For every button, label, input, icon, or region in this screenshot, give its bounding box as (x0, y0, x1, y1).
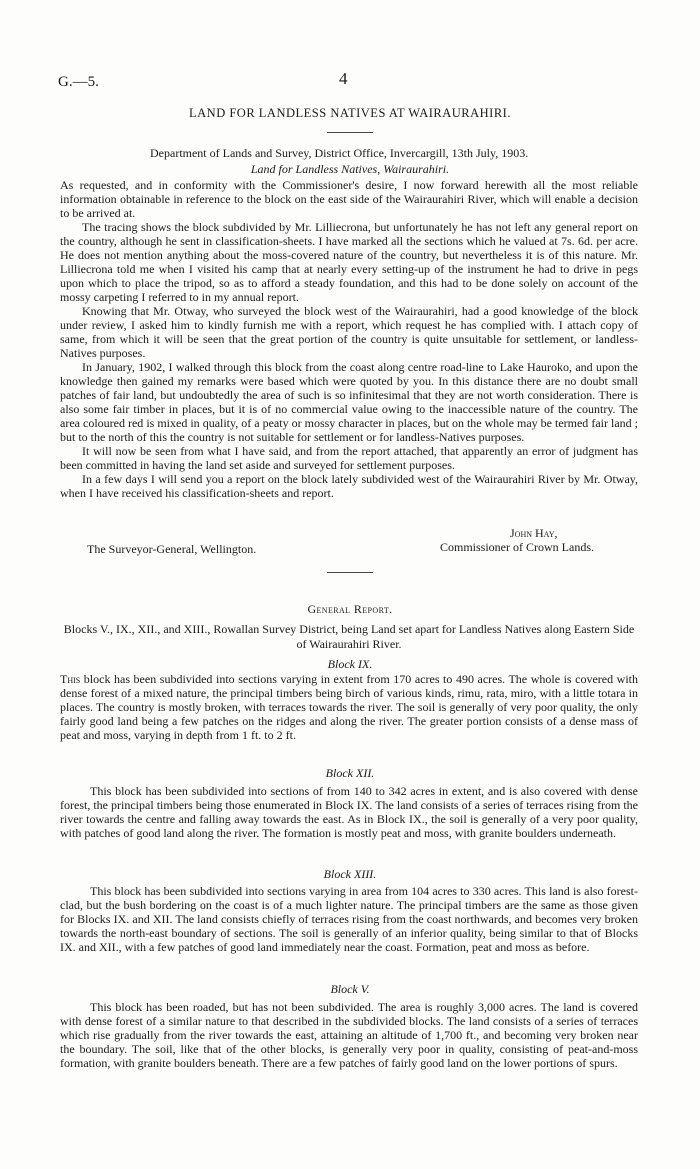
block-heading: Block XIII. (323, 867, 377, 881)
block-heading: Block XII. (325, 766, 375, 780)
letter-paragraph: In a few days I will send you a report on the block lately subdivided west of the Wairaurahiri River by Mr. Otway, when I have received his classification-sheets and report. (60, 472, 638, 500)
lead-word: This (60, 672, 81, 686)
section-divider (327, 572, 373, 573)
block-heading: Block IX. (327, 657, 373, 671)
page-title: LAND FOR LANDLESS NATIVES AT WAIRAURAHIRI. (189, 106, 511, 120)
letter-paragraph: It will now be seen from what I have said, and from the report attached, that apparently an error of judgment has been committed in having the land set aside and surveyed for settlement purposes. (60, 444, 638, 472)
block-text: This block has been subdivided into sections of from 140 to 342 acres in extent, and is also covered with dense forest, the principal timbers being those enumerated in Block IX. The land consists of a series of terraces rising from the river towards the centre and falling away towards the east. As in Block IX., the soil is generally of a very poor quality, with patches of good land along the river. The formation is mostly peat and moss, with granite boulders underneath. (60, 784, 638, 840)
block-text: block has been subdivided into sections varying in extent from 170 acres to 490 acres. The whole is covered with dense forest of a mixed nature, the principal timbers being birch of various kinds, rimu, rata, miro, with a little totara in places. The country is mostly broken, with terraces towards the river. The soil is generally of very poor quality, the only fairly good land being a few patches on the ridges and along the river. The greater portion consists of a dense mass of peat and moss, varying in depth from 1 ft. to 2 ft. (60, 672, 638, 742)
block-text: This block has been subdivided into sections varying in area from 104 acres to 330 acres. This land is also forest-clad, but the bush bordering on the coast is of a much lighter nature. The principal timbers are the same as those given for Blocks IX. and XII. The land consists chiefly of terraces rising from the coast northwards, and becomes very broken towards the north-east boundary of sections. The soil is generally of an inferior quality, being similar to that of Blocks IX. and XII., with a few patches of good land immediately near the coast. Formation, peat and moss as before. (60, 884, 638, 954)
letter-paragraph: As requested, and in conformity with the Commissioner's desire, I now forward herewith all the most reliable information obtainable in reference to the block on the east side of the Wairaurahiri River, which will enable a decision to be arrived at. (60, 178, 638, 220)
letter-subject: Land for Landless Natives, Wairaurahiri. (250, 162, 450, 176)
block-paragraph (60, 672, 638, 742)
letter-paragraph: Knowing that Mr. Otway, who surveyed the block west of the Wairaurahiri, had a good knowledge of the block under review, I asked him to kindly furnish me with a report, which request he has complied with. I attach copy of same, from which it will be seen that the great portion of the country is quite unsuitable for settlement, or landless-Natives purposes. (60, 304, 638, 360)
document-reference: G.—5. (58, 74, 99, 90)
block-paragraph (60, 884, 638, 954)
letter-body (60, 178, 638, 500)
page-number: 4 (339, 69, 348, 88)
letter-paragraph: In January, 1902, I walked through this block from the coast along centre road-line to Lake Hauroko, and upon the knowledge then gained my remarks were based which were quoted by you. In this distance there are no doubt small patches of fair land, but undoubtedly the area of such is so infinitesimal that they are not worth consideration. There is also some fair timber in places, but it is of no commercial value owing to the inaccessible nature of the country. The area coloured red is mixed in quality, of a peaty or mossy character in places, but on the whole may be termed fair land ; but to the north of this the country is not suitable for settlement or for landless-Natives purposes. (60, 360, 638, 444)
signature-name: John Hay, (510, 526, 558, 540)
block-paragraph (60, 784, 638, 840)
block-heading: Block V. (330, 982, 370, 996)
general-report-subtitle: Blocks V., IX., XII., and XIII., Rowallan Survey District, being Land set apart for Landless Natives along Eastern Side of Wairaurahiri River. (63, 622, 635, 651)
block-paragraph (60, 1000, 638, 1070)
signature-title: Commissioner of Crown Lands. (440, 540, 594, 554)
addressee: The Surveyor-General, Wellington. (87, 542, 257, 556)
general-report-heading: General Report. (307, 602, 393, 616)
block-text: This block has been roaded, but has not been subdivided. The area is roughly 3,000 acres. The land is covered with dense forest of a similar nature to that described in the subdivided blocks. The land consists of a series of terraces which rise gradually from the river towards the east, attaining an altitude of 1,700 ft., and becoming very broken near the boundary. The soil, like that of the other blocks, is generally very poor in quality, consisting of peat-and-moss formation, with granite boulders beneath. There are a few patches of fairly good land on the lower portions of spurs. (60, 1000, 638, 1070)
letter-dateline: Department of Lands and Survey, District Office, Invercargill, 13th July, 1903. (150, 146, 529, 160)
title-divider (327, 132, 373, 133)
letter-paragraph: The tracing shows the block subdivided by Mr. Lilliecrona, but unfortunately he has not left any general report on the country, although he sent in classification-sheets. I have marked all the sections which he valued at 7s. 6d. per acre. He does not mention anything about the moss-covered nature of the country, but nevertheless it is of this nature. Mr. Lilliecrona told me when I visited his camp that at nearly every setting-up of the instrument he had to drive in pegs upon which to place the tripod, so as to afford a steady foundation, and this had to be done solely on account of the mossy carpeting I referred to in my annual report. (60, 220, 638, 304)
